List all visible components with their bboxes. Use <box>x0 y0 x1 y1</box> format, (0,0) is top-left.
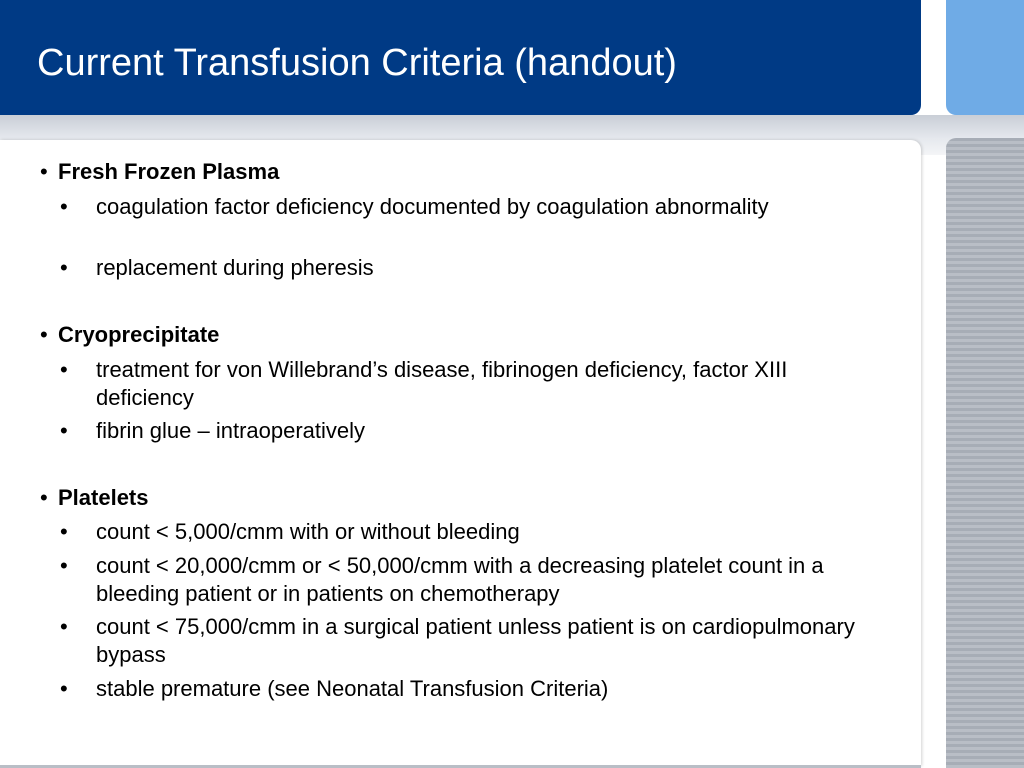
bullet-icon: • <box>60 357 68 382</box>
list-item-text: fibrin glue – intraoperatively <box>96 418 366 443</box>
section-heading-ffp <box>40 158 279 186</box>
list-item-text: replacement during pheresis <box>96 255 374 280</box>
bullet-icon: • <box>60 418 68 443</box>
list-item-text: stable premature (see Neonatal Transfusion Criteria) <box>96 676 609 701</box>
section-heading-platelets <box>40 484 149 512</box>
bullet-icon: • <box>60 553 68 578</box>
list-item <box>60 613 876 669</box>
list-item <box>60 356 876 412</box>
section-heading-text: Platelets <box>58 485 149 510</box>
title-bar <box>0 0 921 115</box>
list-item <box>60 675 876 703</box>
list-item <box>60 552 876 608</box>
section-heading-text: Fresh Frozen Plasma <box>58 159 280 184</box>
accent-block <box>946 0 1024 115</box>
bullet-icon: • <box>40 322 48 347</box>
list-item-text: count < 5,000/cmm with or without bleeding <box>96 519 520 544</box>
bullet-icon: • <box>60 676 68 701</box>
list-item-text: count < 75,000/cmm in a surgical patient unless patient is on cardiopulmonary bypass <box>96 614 855 667</box>
slide-title: Current Transfusion Criteria (handout) <box>37 42 677 84</box>
section-heading-cryo <box>40 321 219 349</box>
bullet-icon: • <box>60 614 68 639</box>
list-item <box>60 518 876 546</box>
bullet-icon: • <box>60 519 68 544</box>
bullet-icon: • <box>60 194 68 219</box>
striped-side-panel <box>946 138 1024 768</box>
list-item-text: treatment for von Willebrand’s disease, fibrinogen deficiency, factor XIII deficiency <box>96 357 788 410</box>
list-item <box>60 193 876 221</box>
bullet-icon: • <box>40 159 48 184</box>
list-item <box>60 254 876 282</box>
list-item-text: coagulation factor deficiency documented by coagulation abnormality <box>96 194 769 219</box>
section-heading-text: Cryoprecipitate <box>58 322 220 347</box>
bullet-icon: • <box>40 485 48 510</box>
content-panel <box>0 140 921 766</box>
list-item <box>60 417 876 445</box>
list-item-text: count < 20,000/cmm or < 50,000/cmm with a decreasing platelet count in a bleeding patient or in patients on chemotherapy <box>96 553 824 606</box>
bullet-icon: • <box>60 255 68 280</box>
